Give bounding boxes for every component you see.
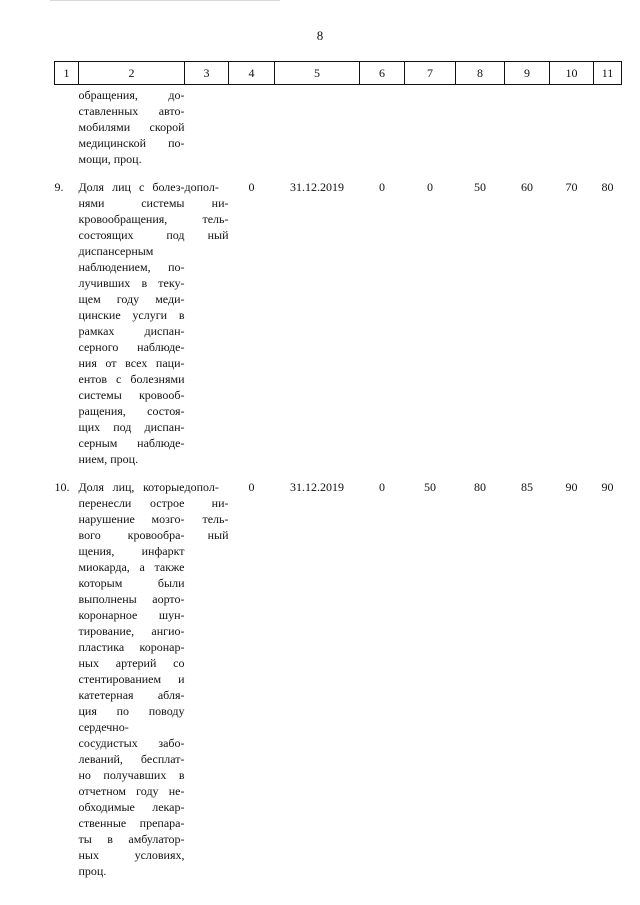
indicator-name-line: щем году меди-: [78, 292, 185, 306]
row-number-cell: [55, 85, 79, 180]
header-row: [55, 62, 622, 85]
value-cell: 90: [565, 480, 578, 494]
indicator-type-cell: [185, 479, 229, 879]
value-cell: 60: [521, 180, 533, 194]
value-cell: 50: [474, 180, 486, 194]
column-header: 3: [185, 62, 229, 85]
column-header: 1: [55, 62, 79, 85]
indicator-name-line: выполнены аорто-: [78, 592, 185, 606]
indicator-name-line: проц.: [78, 864, 107, 878]
indicator-name-line: отчетном году не-: [78, 784, 185, 798]
indicator-type-line: ни-: [211, 196, 229, 210]
column-header: 9: [505, 62, 550, 85]
indicator-name-line: перенесли острое: [78, 496, 185, 510]
value-cell: 0: [379, 180, 385, 194]
indicator-name-line: ты в амбулатор-: [78, 832, 185, 846]
indicator-name-cell: [79, 179, 185, 479]
indicator-name-line: нями системы: [78, 196, 185, 210]
indicator-name-line: мобилями скорой: [78, 120, 185, 134]
column-header: 2: [79, 62, 185, 85]
indicator-type-cell: [185, 179, 229, 479]
indicator-name-line: стентированием и: [78, 672, 185, 686]
value-cell: 50: [424, 480, 436, 494]
indicator-name-line: ных условиях,: [78, 848, 185, 862]
indicator-name-line: серным наблюде-: [78, 436, 185, 450]
row-number-cell: 9.: [54, 180, 64, 194]
indicator-type-line: тель-: [202, 512, 229, 526]
value-cell: 80: [474, 480, 486, 494]
indicator-name-line: коронарное шун-: [78, 608, 185, 622]
indicator-name-cell: [79, 479, 185, 879]
base-value-cell: 0: [248, 480, 255, 494]
indicator-name-line: ставленных авто-: [78, 104, 185, 118]
indicator-name-cell: [79, 85, 185, 180]
column-header: 7: [405, 62, 456, 85]
indicator-type-line: ный: [207, 228, 229, 242]
indicator-name-line: ственные препара-: [78, 816, 185, 830]
indicator-name-line: нарушение мозго-: [78, 512, 185, 526]
indicator-name-line: лучивших в теку-: [78, 276, 185, 290]
indicator-type-line: ный: [207, 528, 229, 542]
indicator-name-line: Доля лиц, которые: [78, 480, 185, 494]
indicator-name-line: пластика коронар-: [78, 640, 185, 654]
scan-edge-line: [50, 0, 280, 1]
value-cell: 0: [379, 480, 385, 494]
table-row: [55, 479, 622, 879]
indicator-name-line: Доля лиц с болез-: [78, 180, 185, 194]
indicator-name-line: которым были: [78, 576, 185, 590]
column-header: 11: [594, 62, 622, 85]
indicators-table: [54, 61, 622, 879]
indicator-name-line: медицинской по-: [78, 136, 185, 150]
indicator-name-line: рамках диспан-: [78, 324, 185, 338]
column-header: 10: [550, 62, 594, 85]
indicator-name-line: ных артерий со: [78, 656, 185, 670]
indicator-type-line: допол-: [184, 480, 219, 494]
value-cell: 85: [521, 480, 533, 494]
indicator-name-line: сердечно-: [78, 720, 129, 734]
indicator-name-line: серного наблюде-: [78, 340, 185, 354]
column-header: 6: [360, 62, 405, 85]
column-header: 8: [456, 62, 505, 85]
indicator-name-line: ция по поводу: [78, 704, 185, 718]
indicator-name-line: сосудистых забо-: [78, 736, 185, 750]
indicator-name-line: ентов с болезнями: [78, 372, 185, 386]
indicator-name-line: вого кровообра-: [78, 528, 185, 542]
value-cell: 80: [601, 180, 614, 194]
indicator-name-line: системы кровооб-: [78, 388, 185, 402]
indicator-name-line: наблюдением, по-: [78, 260, 185, 274]
base-date-cell: 31.12.2019: [290, 480, 344, 494]
indicator-name-line: кровообращения,: [78, 212, 168, 226]
indicator-type-line: ни-: [211, 496, 229, 510]
indicator-name-line: тирование, ангио-: [78, 624, 185, 638]
indicator-name-line: обращения, до-: [78, 88, 185, 102]
indicator-name-line: ния от всех паци-: [78, 356, 185, 370]
row-number-cell: 10.: [54, 480, 70, 494]
indicator-name-line: но получавших в: [78, 768, 185, 782]
indicator-name-line: ращения, состоя-: [78, 404, 185, 418]
value-cell: 70: [565, 180, 578, 194]
indicator-name-line: щих под диспан-: [78, 420, 185, 434]
indicator-name-line: миокарда, а также: [78, 560, 185, 574]
indicator-name-line: цинские услуги в: [78, 308, 185, 322]
indicator-type-line: допол-: [184, 180, 219, 194]
page-number: 8: [316, 28, 324, 43]
table-row: [55, 179, 622, 479]
column-header: 5: [275, 62, 360, 85]
value-cell: 90: [601, 480, 614, 494]
indicator-name-line: диспансерным: [78, 244, 154, 258]
indicator-type-line: тель-: [202, 212, 229, 226]
indicator-name-line: катетерная абля-: [78, 688, 185, 702]
indicator-name-line: состоящих под: [78, 228, 185, 242]
base-date-cell: 31.12.2019: [290, 180, 344, 194]
indicator-name-line: обходимые лекар-: [78, 800, 185, 814]
base-value-cell: 0: [248, 180, 255, 194]
indicator-name-line: нием, проц.: [78, 452, 139, 466]
table-row-continuation: [55, 85, 622, 180]
value-cell: 0: [427, 180, 433, 194]
indicator-name-line: мощи, проц.: [78, 152, 142, 166]
column-header: 4: [229, 62, 275, 85]
indicator-name-line: щения, инфаркт: [78, 544, 185, 558]
indicator-name-line: леваний, бесплат-: [78, 752, 185, 766]
